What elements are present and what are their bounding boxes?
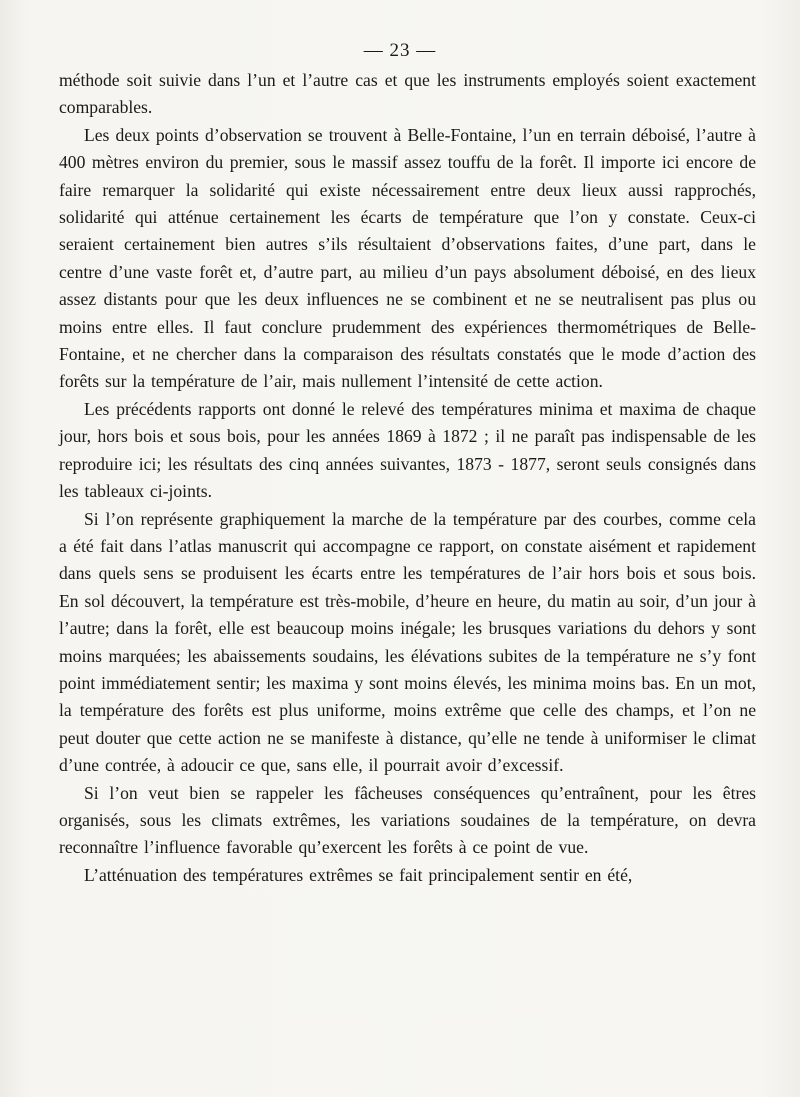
- page-number: — 23 —: [363, 40, 437, 61]
- paragraph-1: méthode soit suivie dans l’un et l’autre cas et que les instruments employés soient exactement comparables.: [59, 70, 756, 118]
- paragraph-2: Les deux points d’observation se trouvent à Belle-Fontaine, l’un en terrain déboisé, l’autre à 400 mètres environ du premier, sous le massif assez touffu de la forêt. Il importe ici encore de faire remarquer la solidarité qui existe nécessairement entre deux lieux aussi rapprochés, solidarité qui atténue certainement les écarts de température que l’on y constate. Ceux-ci seraient certainement bien autres s’ils résultaient d’observations faites, d’une part, dans le centre d’une vaste forêt et, d’autre part, au milieu d’un pays absolument déboisé, en des lieux assez distants pour que les deux influences ne se combinent et ne se neutralisent pas plus ou moins entre elles. Il faut conclure prudemment des expériences thermométriques de Belle-Fontaine, et ne chercher dans la comparaison des résultats constatés que le mode d’action des forêts sur la température de l’air, mais nullement l’intensité de cette action.: [59, 124, 756, 392]
- paragraph-4: Si l’on représente graphiquement la marche de la température par des courbes, comme cela a été fait dans l’atlas manuscrit qui accompagne ce rapport, on constate aisément et rapidement dans quels sens se produisent les écarts entre les températures de l’air hors bois et sous bois. En sol découvert, la température est très-mobile, d’heure en heure, du matin au soir, d’un jour à l’autre; dans la forêt, elle est beaucoup moins inégale; les brusques variations du dehors y sont moins marquées; les abaissements soudains, les élévations subites de la température ne s’y font point immédiatement sentir; les maxima y sont moins élevés, les minima moins bas. En un mot, la température des forêts est plus uniforme, moins extrême que celle des champs, et l’on ne peut douter que cette action ne se manifeste à distance, qu’elle ne tende à uniformiser le climat d’une contrée, à adoucir ce que, sans elle, il pourrait avoir d’excessif.: [59, 508, 756, 776]
- paragraph-3: Les précédents rapports ont donné le relevé des températures minima et maxima de chaque jour, hors bois et sous bois, pour les années 1869 à 1872 ; il ne paraît pas indispensable de les reproduire ici; les résultats des cinq années suivantes, 1873 - 1877, seront seuls consignés dans les tableaux ci-joints.: [59, 398, 756, 502]
- body-text: [59, 67, 756, 889]
- paragraph-6: L’atténuation des températures extrêmes se fait principalement sentir en été,: [84, 864, 633, 885]
- paragraph-5: Si l’on veut bien se rappeler les fâcheuses conséquences qu’entraînent, pour les êtres organisés, sous les climats extrêmes, les variations soudaines de la température, on devra reconnaître l’influence favorable qu’exercent les forêts à ce point de vue.: [59, 782, 756, 858]
